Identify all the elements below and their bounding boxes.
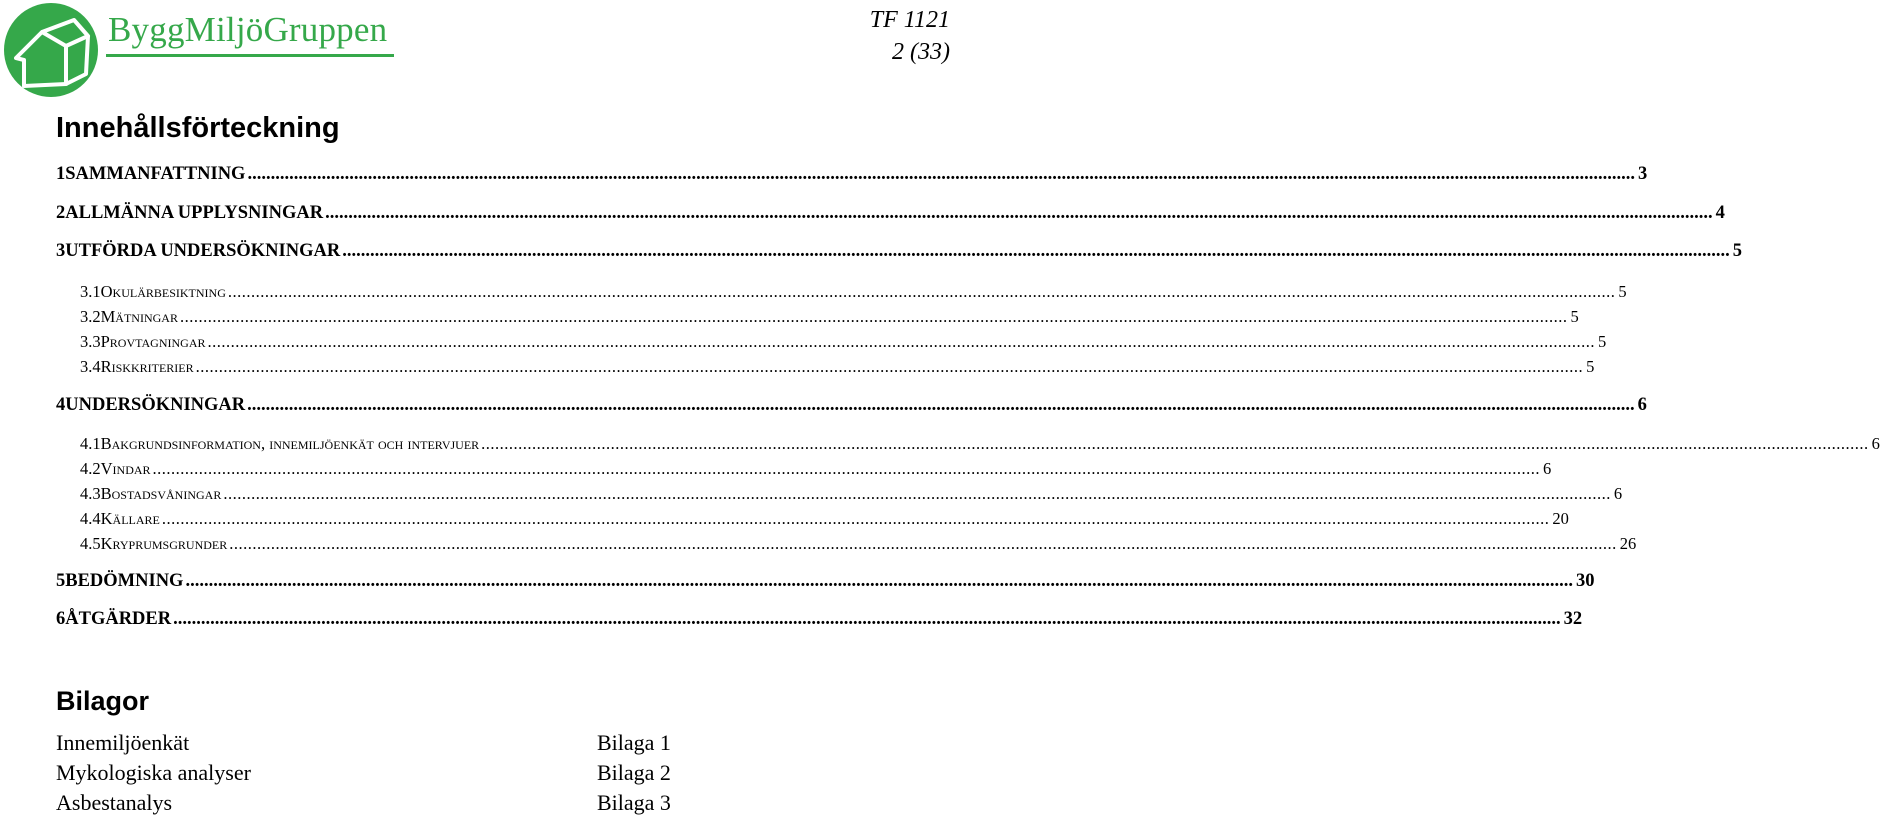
toc-entry-page: 5 <box>1570 307 1579 326</box>
toc-entry-page: 6 <box>1543 459 1552 478</box>
toc-dot-leader: ............................................................................................................................................................................................................................................................................................................ <box>481 434 1869 453</box>
appendix-reference: Bilaga 3 <box>597 790 671 815</box>
toc-entry-page: 26 <box>1619 534 1637 553</box>
appendix-item <box>56 758 696 788</box>
toc-entry-page: 5 <box>1732 241 1742 261</box>
toc-entry-page: 32 <box>1563 609 1583 629</box>
toc-entry[interactable] <box>56 332 1607 352</box>
toc-entry[interactable] <box>56 241 1742 262</box>
appendices-heading: Bilagor <box>56 686 150 716</box>
appendix-reference: Bilaga 1 <box>597 730 671 755</box>
toc-entry-number: 4.2 <box>80 459 101 478</box>
toc-dot-leader: ............................................................................................................................................................................................................................................................................................................ <box>185 571 1573 591</box>
toc-entry-page: 6 <box>1637 395 1647 415</box>
toc-entry-number: 4 <box>56 395 66 415</box>
toc-dot-leader: ............................................................................................................................................................................................................................................................................................................ <box>195 357 1584 376</box>
toc-entry[interactable] <box>56 459 1552 479</box>
toc-entry[interactable] <box>56 282 1627 302</box>
toc-entry-number: 4.4 <box>80 509 101 528</box>
toc-entry-number: 4.1 <box>80 434 101 453</box>
toc-entry-title: Källare <box>100 509 160 528</box>
toc-entry-title: Bakgrundsinformation, innemiljöenkät och intervjuer <box>100 434 480 453</box>
toc-entry[interactable] <box>56 571 1595 592</box>
toc-entry[interactable] <box>56 434 1880 454</box>
appendix-name: Mykologiska analyser <box>56 760 251 785</box>
toc-entry-number: 5 <box>56 571 66 591</box>
toc-entry-title: Provtagningar <box>100 332 206 351</box>
toc-entry-number: 2 <box>56 203 66 223</box>
toc-dot-leader: ............................................................................................................................................................................................................................................................................................................ <box>179 307 1568 326</box>
toc-entry-page: 5 <box>1618 282 1627 301</box>
toc-entry-title: BEDÖMNING <box>65 571 184 591</box>
toc-entry-page: 6 <box>1871 434 1880 453</box>
toc-entry-title: Bostadsvåningar <box>100 484 222 503</box>
toc-entry-page: 5 <box>1586 357 1595 376</box>
toc-dot-leader: ............................................................................................................................................................................................................................................................................................................ <box>173 609 1561 629</box>
appendix-item <box>56 788 696 818</box>
toc-entry-title: Kryprumsgrunder <box>100 534 228 553</box>
toc-dot-leader: ............................................................................................................................................................................................................................................................................................................ <box>342 241 1730 261</box>
toc-entry-page: 6 <box>1613 484 1623 503</box>
toc-entry-title: UNDERSÖKNINGAR <box>65 395 246 415</box>
toc-dot-leader: ............................................................................................................................................................................................................................................................................................................ <box>325 203 1713 223</box>
logo-wordmark: ByggMiljöGruppen <box>108 10 388 49</box>
toc-entry-title: Mätningar <box>100 307 178 326</box>
toc-entry-number: 4.5 <box>80 534 101 553</box>
toc-entry-title: ALLMÄNNA UPPLYSNINGAR <box>65 203 324 223</box>
toc-entry-title: UTFÖRDA UNDERSÖKNINGAR <box>65 241 341 261</box>
toc-entry[interactable] <box>56 484 1623 504</box>
toc-entry[interactable] <box>56 203 1725 224</box>
toc-entry-number: 1 <box>56 164 66 184</box>
toc-entry-page: 3 <box>1637 164 1648 184</box>
toc-dot-leader: ............................................................................................................................................................................................................................................................................................................ <box>229 534 1617 553</box>
toc-entry-page: 20 <box>1552 509 1569 528</box>
appendix-list <box>56 728 696 818</box>
toc-entry-number: 3.3 <box>80 332 101 351</box>
toc-entry-number: 6 <box>56 609 66 629</box>
toc-dot-leader: ............................................................................................................................................................................................................................................................................................................ <box>207 332 1596 351</box>
toc-entry[interactable] <box>56 609 1583 630</box>
toc-dot-leader: ............................................................................................................................................................................................................................................................................................................ <box>247 164 1635 184</box>
document-id: TF 1121 <box>869 7 950 33</box>
appendix-item <box>56 728 696 758</box>
toc-entry-page: 30 <box>1575 571 1595 591</box>
toc-entry[interactable] <box>56 164 1648 185</box>
toc-entry[interactable] <box>56 357 1595 377</box>
toc-heading: Innehållsförteckning <box>56 112 340 144</box>
toc-entry-page: 5 <box>1598 332 1607 351</box>
toc-entry-number: 4.3 <box>80 484 101 503</box>
toc-entry[interactable] <box>56 307 1579 327</box>
appendix-name: Innemiljöenkät <box>56 730 190 755</box>
toc-entry[interactable] <box>56 534 1637 554</box>
toc-entry-title: ÅTGÄRDER <box>65 609 172 629</box>
appendix-reference: Bilaga 2 <box>597 760 671 785</box>
toc-dot-leader: ............................................................................................................................................................................................................................................................................................................ <box>161 509 1550 528</box>
toc-dot-leader: ............................................................................................................................................................................................................................................................................................................ <box>227 282 1616 301</box>
toc-entry-title: Vindar <box>100 459 151 478</box>
table-of-contents <box>56 0 1880 818</box>
toc-entry-number: 3.1 <box>80 282 101 301</box>
appendix-name: Asbestanalys <box>56 790 173 815</box>
toc-dot-leader: ............................................................................................................................................................................................................................................................................................................ <box>223 484 1611 503</box>
page-indicator: 2 (33) <box>892 39 950 65</box>
toc-entry-title: Okulärbesiktning <box>100 282 226 301</box>
toc-entry-number: 3.2 <box>80 307 101 326</box>
toc-entry-title: Riskkriterier <box>100 357 194 376</box>
toc-entry-title: SAMMANFATTNING <box>65 164 246 184</box>
toc-entry-number: 3.4 <box>80 357 101 376</box>
toc-entry-number: 3 <box>56 241 66 261</box>
toc-dot-leader: ............................................................................................................................................................................................................................................................................................................ <box>152 459 1541 478</box>
toc-entry-page: 4 <box>1715 203 1725 223</box>
toc-entry[interactable] <box>56 509 1569 529</box>
toc-dot-leader: ............................................................................................................................................................................................................................................................................................................ <box>247 395 1635 415</box>
toc-entry[interactable] <box>56 395 1647 416</box>
